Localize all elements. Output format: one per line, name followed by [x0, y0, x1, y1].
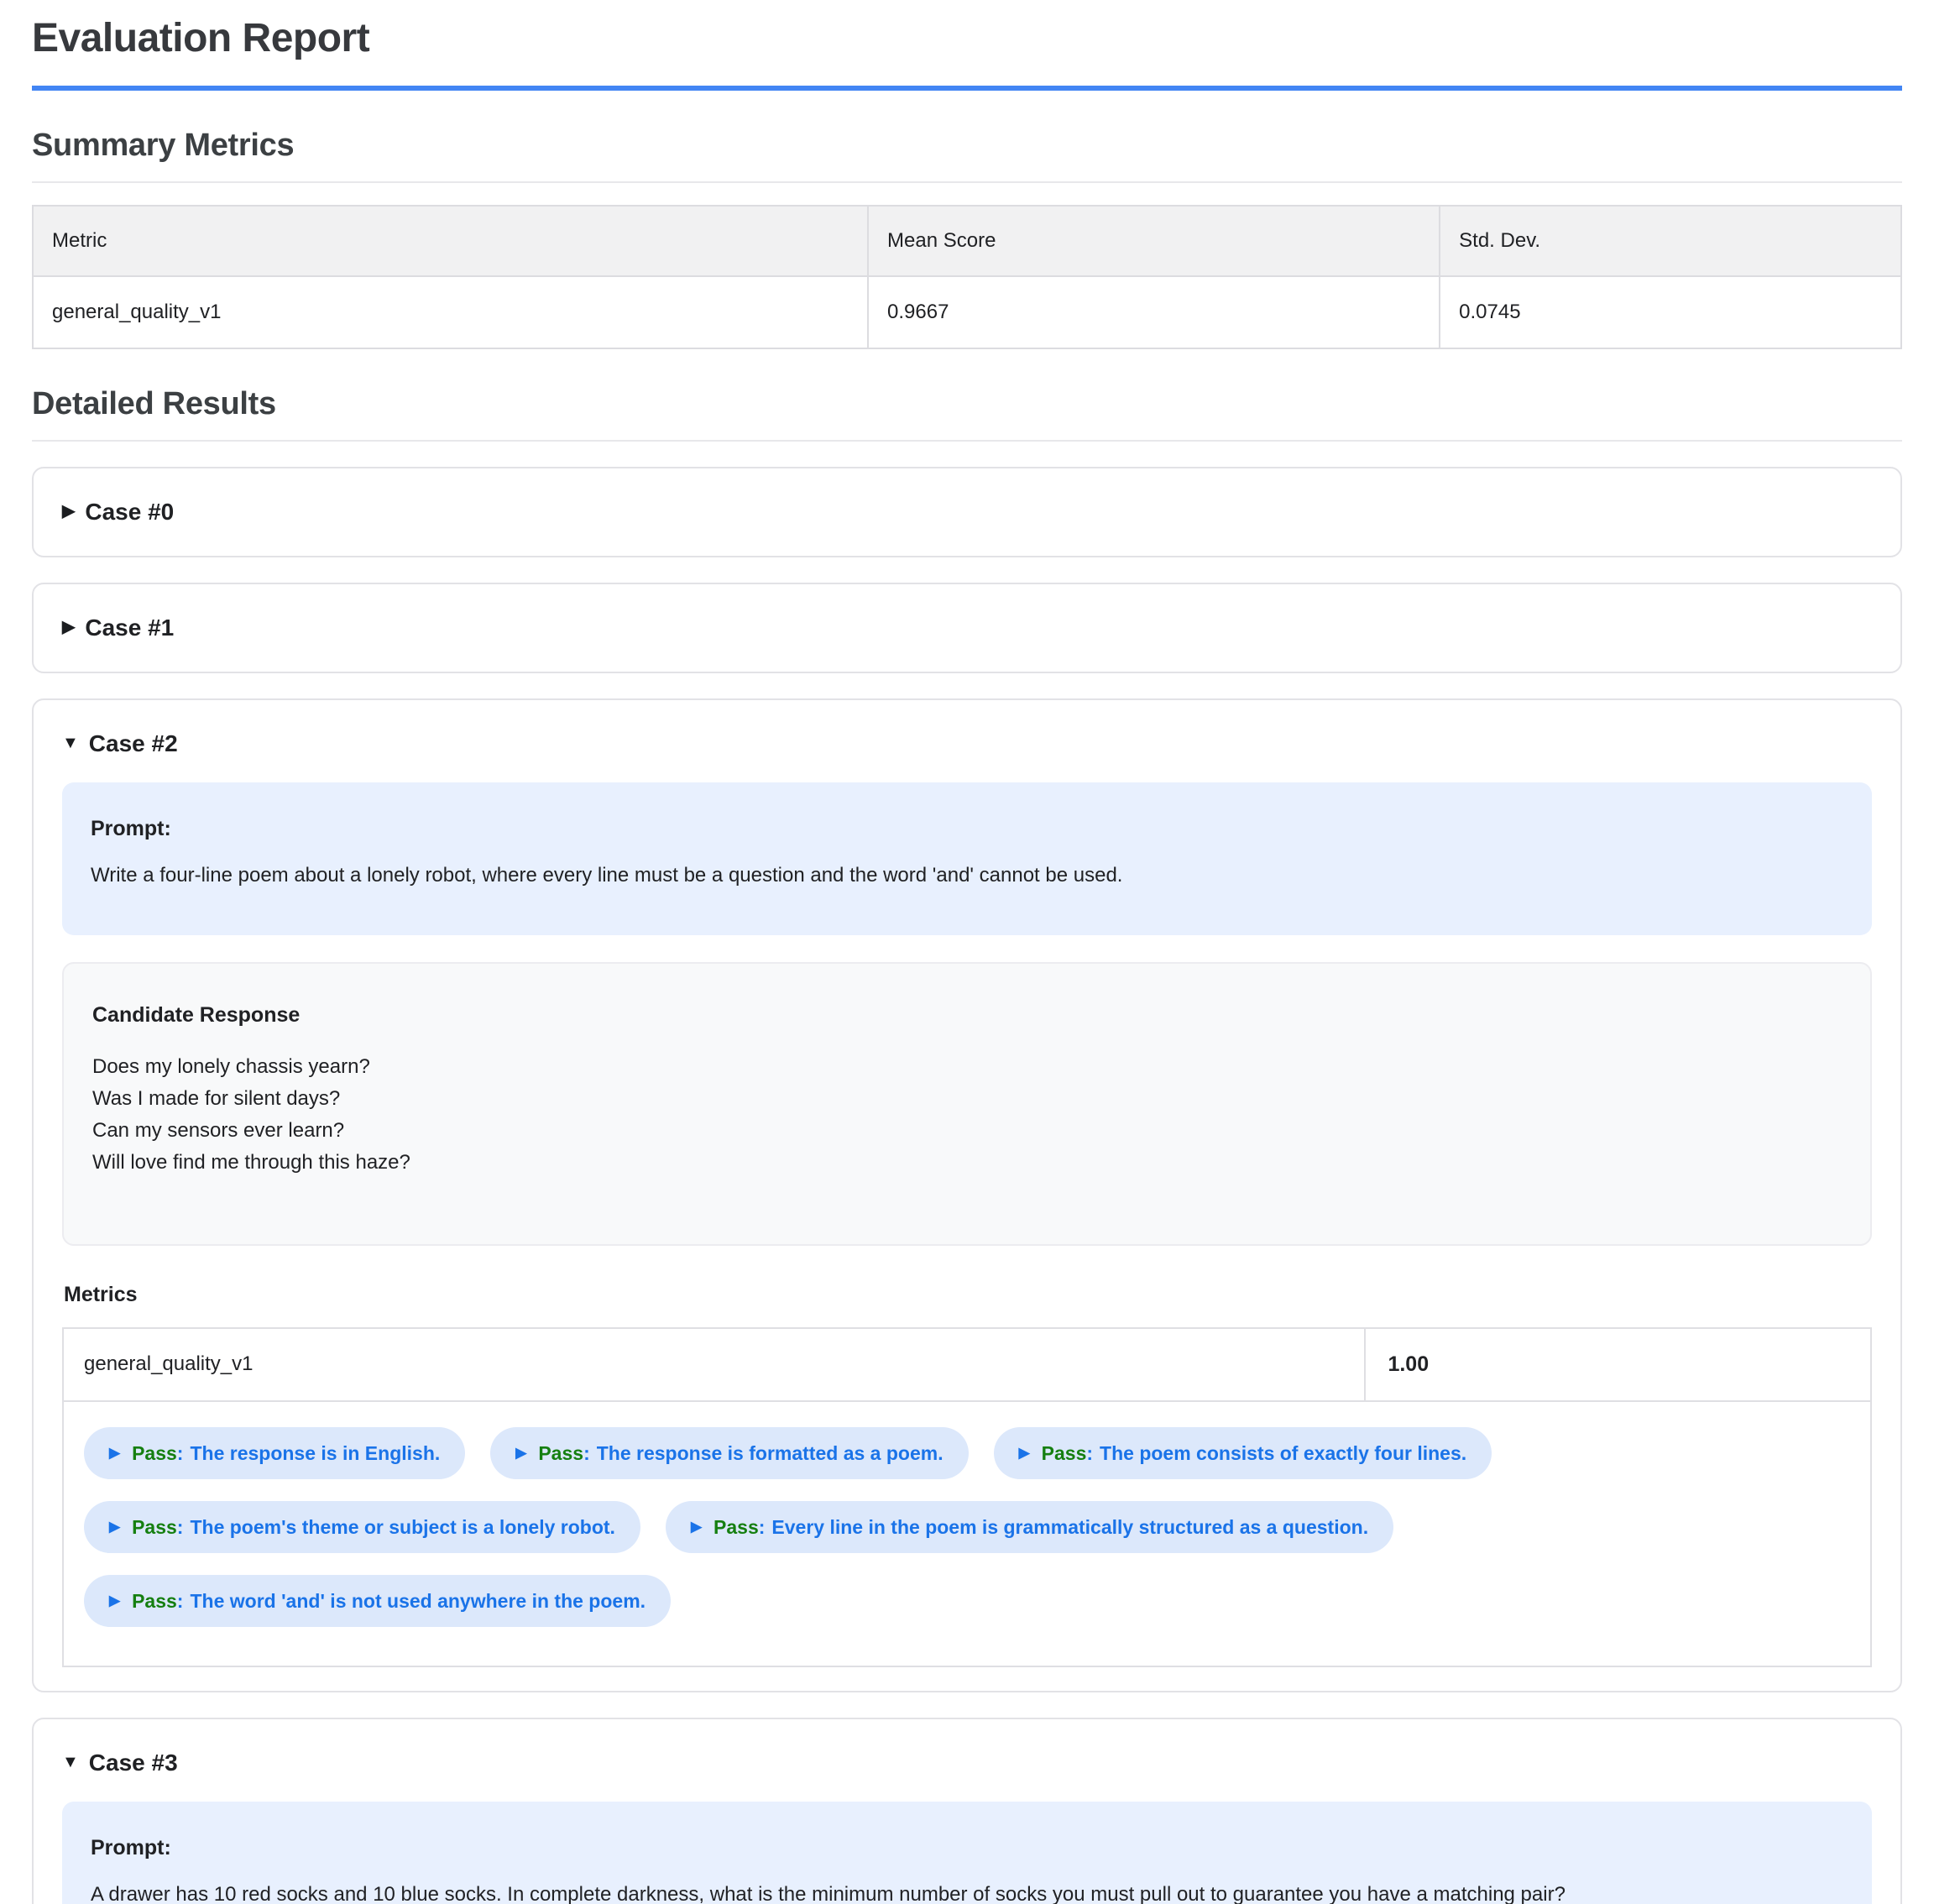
check-status: Pass	[713, 1516, 759, 1538]
page-title: Evaluation Report	[32, 16, 370, 60]
metrics-heading: Metrics	[64, 1283, 138, 1306]
case-0-toggle[interactable]	[62, 492, 1872, 532]
check-colon: :	[758, 1516, 766, 1538]
metric-name: general_quality_v1	[84, 1352, 254, 1375]
table-header-row	[33, 206, 1901, 276]
case-2-card	[32, 698, 1902, 1692]
check-colon: :	[176, 1442, 184, 1464]
check-pill-four-lines[interactable]	[994, 1427, 1492, 1479]
case-0-title: Case #0	[85, 499, 175, 525]
check-text: The word 'and' is not used anywhere in the poem.	[190, 1590, 646, 1612]
case-3-title: Case #3	[88, 1750, 178, 1776]
check-colon: :	[583, 1442, 590, 1464]
detailed-results-heading: Detailed Results	[32, 386, 1902, 442]
prompt-label: Prompt:	[91, 817, 171, 840]
summary-metrics-table	[32, 205, 1902, 349]
table-row	[33, 276, 1901, 348]
chevron-down-icon: ▼	[62, 734, 79, 752]
rubric-checks	[64, 1402, 1870, 1666]
case-2-response-box	[62, 962, 1872, 1246]
chevron-right-icon: ▶	[109, 1519, 121, 1535]
case-1-card	[32, 583, 1902, 673]
title-accent-rule	[32, 86, 1902, 91]
prompt-text: A drawer has 10 red socks and 10 blue socks. In complete darkness, what is the minimum number of socks you must pull out to guarantee you have a matching pair?	[91, 1883, 1565, 1904]
metric-name-cell: general_quality_v1	[33, 276, 868, 348]
check-text: The poem's theme or subject is a lonely robot.	[190, 1516, 615, 1538]
case-0-card	[32, 467, 1902, 557]
chevron-right-icon: ▶	[515, 1445, 527, 1461]
response-line: Does my lonely chassis yearn?	[92, 1055, 370, 1078]
column-header-std-dev: Std. Dev.	[1440, 206, 1901, 276]
check-text: The poem consists of exactly four lines.	[1100, 1442, 1467, 1464]
metric-score: 1.00	[1364, 1329, 1870, 1400]
response-line: Will love find me through this haze?	[92, 1151, 410, 1174]
check-colon: :	[176, 1516, 184, 1538]
std-dev-cell: 0.0745	[1440, 276, 1901, 348]
chevron-right-icon: ▶	[109, 1593, 121, 1608]
chevron-right-icon: ▶	[62, 618, 76, 636]
metric-row	[64, 1329, 1870, 1402]
chevron-right-icon: ▶	[62, 502, 76, 520]
case-3-prompt-box	[62, 1802, 1872, 1904]
summary-metrics-heading: Summary Metrics	[32, 128, 1902, 183]
check-pill-lonely-robot-theme[interactable]	[84, 1501, 640, 1553]
prompt-label: Prompt:	[91, 1836, 171, 1860]
check-text: The response is formatted as a poem.	[596, 1442, 943, 1464]
chevron-right-icon: ▶	[1018, 1445, 1030, 1461]
response-line: Was I made for silent days?	[92, 1087, 341, 1110]
check-text: The response is in English.	[190, 1442, 441, 1464]
check-pill-formatted-as-poem[interactable]	[490, 1427, 968, 1479]
column-header-metric: Metric	[33, 206, 868, 276]
case-1-toggle[interactable]	[62, 608, 1872, 648]
case-2-prompt-box	[62, 782, 1872, 935]
check-pill-every-line-question[interactable]	[666, 1501, 1393, 1553]
chevron-right-icon: ▶	[109, 1445, 121, 1461]
case-2-toggle[interactable]	[62, 724, 1872, 764]
check-pill-response-in-english[interactable]	[84, 1427, 465, 1479]
case-3-card	[32, 1718, 1902, 1904]
check-colon: :	[1086, 1442, 1094, 1464]
check-text: Every line in the poem is grammatically structured as a question.	[771, 1516, 1369, 1538]
case-3-toggle[interactable]	[62, 1743, 1872, 1783]
check-status: Pass	[132, 1442, 177, 1464]
case-1-title: Case #1	[85, 615, 175, 641]
column-header-mean-score: Mean Score	[868, 206, 1440, 276]
check-status: Pass	[1041, 1442, 1087, 1464]
mean-score-cell: 0.9667	[868, 276, 1440, 348]
prompt-text: Write a four-line poem about a lonely robot, where every line must be a question and the word 'and' cannot be used.	[91, 864, 1123, 887]
case-2-title: Case #2	[88, 730, 178, 756]
check-pill-word-and-not-used[interactable]	[84, 1575, 671, 1627]
check-colon: :	[176, 1590, 184, 1612]
chevron-right-icon: ▶	[690, 1519, 703, 1535]
check-status: Pass	[132, 1590, 177, 1612]
response-line: Can my sensors ever learn?	[92, 1119, 345, 1142]
candidate-response-label: Candidate Response	[92, 1003, 301, 1027]
check-status: Pass	[132, 1516, 177, 1538]
case-2-metrics-box	[62, 1327, 1872, 1667]
chevron-down-icon: ▼	[62, 1753, 79, 1771]
check-status: Pass	[538, 1442, 584, 1464]
